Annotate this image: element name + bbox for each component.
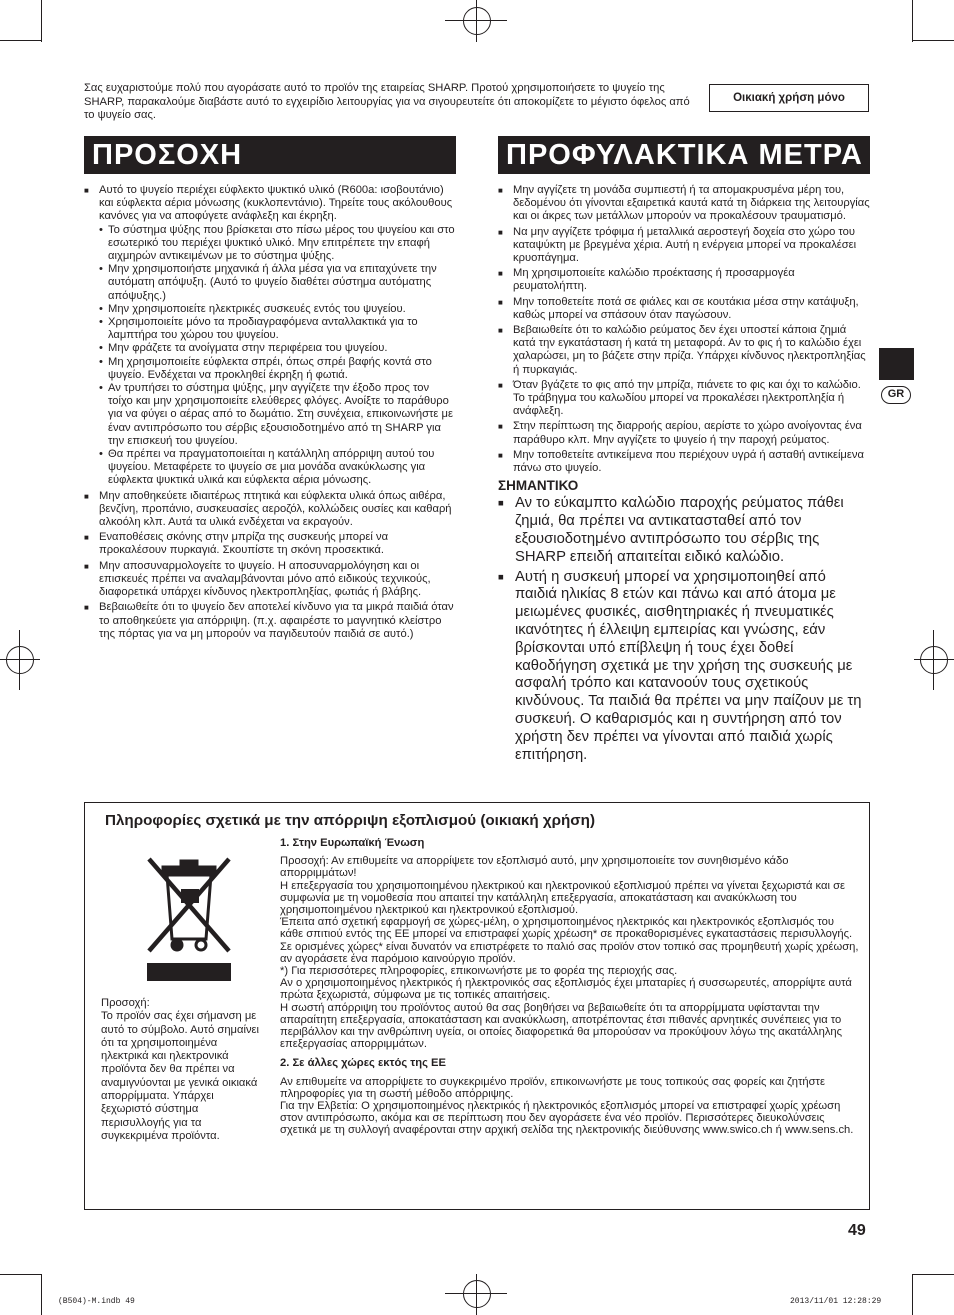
list-item: ■ Βεβαιωθείτε ότι το ψυγείο δεν αποτελεί κίνδυνο για τα μικρά παιδιά όταν το αποθηκεύετε για απόρριψη. (π.χ. αφαιρέστε το μαγνητικό κλείστρο της πόρτας για να μη μπορούν να παγιδευτούν παιδιά σε αυτό.) bbox=[84, 601, 456, 641]
other-countries-text: Αν επιθυμείτε να απορρίψετε το συγκεκριμένο προϊόν, επικοινωνήστε με τους τοπικούς σας φορείς και ζητήστε πληροφορίες για τη σωστή μέθοδο απόρριψης. Για την Ελβετία: Ο χρησιμοποιημένος ηλεκτρικός ή ηλεκτρονικός εξοπλισμός μπορεί να επιστραφεί χωρίς χρέωση στον αντιπρόσωπο, ακόμα και σε περίπτωση που δεν αγοράσετε ένα νέο προϊόν. Περισσότερες διευκολύνσεις σχετικά με τη συλλογή αναφέρονται στην αρχική σελίδα της ηλεκτρονικής διεύθυνσης www.swico.ch ή www.sens.ch. bbox=[280, 1075, 854, 1137]
intro-text: Σας ευχαριστούμε πολύ που αγοράσατε αυτό το προϊόν της εταιρείας SHARP. Προτού χρησιμοποιήσετε το ψυγείο της SHARP, παρακαλούμε διαβάστε αυτό το εγχειρίδιο λειτουργίας για να σιγουρευτείτε ότι αποκομίζετε το μέγιστο όφελος από το ψυγείο σας. bbox=[84, 82, 690, 122]
list-item: • Χρησιμοποιείτε μόνο τα προδιαγραφόμενα ανταλλακτικά για το λαμπτήρα του χώρου του ψυγείου. bbox=[99, 316, 456, 342]
list-item: ■ Στην περίπτωση της διαρροής αερίου, αερίστε το χώρο ανοίγοντας ένα παράθυρο κλπ. Μην αγγίζετε το ψυγείο ή την παροχή ρεύματος. bbox=[498, 420, 870, 446]
list-item: • Μην φράζετε τα ανοίγματα στην περιφέρεια του ψυγείου. bbox=[99, 342, 456, 355]
disposal-details bbox=[280, 837, 860, 1137]
list-item: • Μην χρησιμοποιήστε μηχανικά ή άλλα μέσα για να επιταχύνετε την αυτόματη απόψυξη. (Αυτό το ψυγείο διαθέτει σύστημα αυτόματης απόψυξης.) bbox=[99, 263, 456, 303]
caution-heading: ΠΡΟΣΟΧΗ bbox=[84, 136, 456, 174]
eu-text: Προσοχή: Αν επιθυμείτε να απορρίψετε τον εξοπλισμό αυτό, μην χρησιμοποιείτε τον συνηθισμένο κάδο απορριμμάτων! Η επεξεργασία του χρησιμοποιημένου ηλεκτρικού και ηλεκτρονικού εξοπλισμού πρέπει να γίνεται ξεχωριστά και σε συμφωνία με τη νομοθεσία που απαιτεί την κατάλληλη επεξεργασία, αποκατάσταση και ανακύκλωση του χρησιμοποιημένου ηλεκτρικού και ηλεκτρονικού εξοπλισμού. Έπειτα από σχετική εφαρμογή σε χώρες-μέλη, ο χρησιμοποιημένος ηλεκτρικός και ηλεκτρονικός εξοπλισμός του κάθε σπιτιού εντός της ΕΕ μπορεί να επιστραφεί χωρίς χρέωση* σε προκαθορισμένες εγκαταστάσεις περισυλλογής. Σε ορισμένες χώρες* είναι δυνατόν να επιστρέφετε το παλιό σας προϊόν στον τοπικό σας προμηθευτή χωρίς χρέωση, αν αγοράσετε ένα παρόμοιο καινούργιο προϊόν. *) Για περισσότερες πληροφορίες, επικοινωνήστε με το φορέα της περιοχής σας. Αν ο χρησιμοποιημένος ηλεκτρικός ή ηλεκτρονικός σας εξοπλισμός έχει μπαταρίες ή συσσωρευτές, απορρίψτε αυτά πρώτα ξεχωριστά, σύμφωνα με τις τοπικές απαιτήσεις. Η σωστή απόρριψη του προϊόντος αυτού θα σας βοηθήσει να βεβαιωθείτε ότι τα απορρίμματα υφίστανται την απαραίτητη επεξεργασία, αποκατάσταση και ανακύκλωση, αποτρέποντας έτσι πιθανές αρνητικές συνέπειες για το περιβάλλον και την ανθρώπινη υγεία, οι οποίες διαφορετικά θα μπορούσαν να προκύψουν λόγω της ακατάλληλης επεξεργασίας απορριμμάτων. bbox=[280, 855, 859, 1051]
list-item: • Μην χρησιμοποιείτε ηλεκτρικές συσκευές εντός του ψυγείου. bbox=[99, 303, 456, 316]
list-item: ■ Αυτή η συσκευή μπορεί να χρησιμοποιηθεί από παιδιά ηλικίας 8 ετών και πάνω και από άτομα με μειωμένες φυσικές, αισθητηριακές ή πνευματικές ικανότητες ή έλλειψη εμπειρίας και γνώσης, εάν βρίσκονται υπό επίβλεψη ή τους έχει δοθεί καθοδήγηση σχετικά με την χρήση της συσκευής με ασφαλή τρόπο και κατανοούν τους σχετικούς κινδύνους. Τα παιδιά θα πρέπει να μην παίζουν με τη συσκευή. Ο καθαρισμός και η συντήρηση από τον χρήστη δεν πρέπει να γίνονται από παιδιά χωρίς επιτήρηση. bbox=[498, 569, 870, 765]
language-badge: GR bbox=[881, 386, 911, 404]
list-item: ■ Αν το εύκαμπτο καλώδιο παροχής ρεύματος πάθει ζημιά, θα πρέπει να αντικατασταθεί από τον εξουσιοδοτημένο αντιπρόσωπο του σέρβις της SHARP επειδή απαιτείται ειδικό καλώδιο. bbox=[498, 495, 870, 566]
list-item: ■ Μη χρησιμοποιείτε καλώδιο προέκτασης ή προσαρμογέα ρευματολήπτη. bbox=[498, 267, 870, 293]
list-item: • Μη χρησιμοποιείτε εύφλεκτα σπρέι, όπως σπρέι βαφής κοντά στο ψυγείο. Ενδέχεται να προκληθεί έκρηξη ή φωτιά. bbox=[99, 356, 456, 382]
caution-list bbox=[84, 184, 456, 643]
disposal-info-box bbox=[84, 802, 870, 1210]
list-item: ■ Όταν βγάζετε το φις από την μπρίζα, πιάνετε το φις και όχι το καλώδιο. Το τράβηγμα του καλωδίου μπορεί να προκαλέσει ηλεκτροπληξία ή ανάφλεξη. bbox=[498, 379, 870, 419]
list-item: ■ Εναποθέσεις σκόνης στην μπρίζα της συσκευής μπορεί να προκαλέσουν πυρκαγιά. Σκουπίστε τη σκόνη προσεκτικά. bbox=[84, 531, 456, 557]
list-item: ■ Να μην αγγίζετε τρόφιμα ή μεταλλικά αεροστεγή δοχεία στο χώρο του καταψύκτη με βρεγμένα χέρια. Αυτή η ενέργεια μπορεί να προκαλέσει κρυοπάγημα. bbox=[498, 226, 870, 266]
household-use-badge: Οικιακή χρήση μόνο bbox=[709, 84, 869, 112]
list-item: ■ Μην τοποθετείτε αντικείμενα που περιέχουν υγρά ή ασταθή αντικείμενα πάνω στο ψυγείο. bbox=[498, 449, 870, 475]
important-heading: ΣΗΜΑΝΤΙΚΟ bbox=[498, 478, 579, 494]
footer-timestamp: 2013/11/01 12:28:29 bbox=[790, 1297, 882, 1306]
language-tab bbox=[879, 348, 914, 380]
list-item: ■ Μην τοποθετείτε ποτά σε φιάλες και σε κουτάκια μέσα στην κατάψυξη, καθώς μπορεί να σπάσουν όταν παγώσουν. bbox=[498, 296, 870, 322]
page-number: 49 bbox=[848, 1222, 866, 1239]
disposal-note: Προσοχή: Το προϊόν σας έχει σήμανση με αυτό το σύμβολο. Αυτό σημαίνει ότι τα χρησιμοποιημένα ηλεκτρικά και ηλεκτρονικά προϊόντα δεν θα πρέπει να αναμιγνύονται με γενικά οικιακά απορρίμματα. Υπάρχει ξεχωριστό σύστημα περισυλλογής για τα συγκεκριμένα προϊόντα. bbox=[101, 997, 260, 1142]
list-item: • Το σύστημα ψύξης που βρίσκεται στο πίσω μέρος του ψυγείου και στο εσωτερικό του περιέχει ψυκτικό υλικό. Μην επιτρέπετε την επαφή αιχμηρών αντικειμένων με το σύστημα ψύξης. bbox=[99, 224, 456, 264]
footer-file-info: (B504)-M.indb 49 bbox=[58, 1297, 135, 1306]
list-item: ■ Μην αγγίζετε τη μονάδα συμπιεστή ή τα απομακρυσμένα μέρη του, δεδομένου ότι γίνονται εξαιρετικά καυτά κατά τη διάρκεια της λειτουργίας και οι άκρες των μετάλλων μπορούν να προκαλέσουν τραυματισμό. bbox=[498, 184, 870, 224]
precautions-list bbox=[498, 184, 870, 766]
list-item: ■ Μην αποθηκεύετε ιδιαιτέρως πτητικά και εύφλεκτα υλικά όπως αιθέρα, βενζίνη, προπάνιο, συσκευασίες αερoζόλ, κολλώδεις ουσίες και καθαρή αλκοόλη κλπ. Αυτά τα υλικά ενδέχεται να εκραγούν. bbox=[84, 490, 456, 530]
list-item: ■ Μην αποσυναρμολογείτε το ψυγείο. Η αποσυναρμολόγηση και οι επισκευές πρέπει να αναλαμβάνονται μόνο από ειδικούς τεχνικούς, διαφορετικά υπάρχει κίνδυνος ηλεκτροπληξίας, φωτιάς ή βλάβης. bbox=[84, 560, 456, 600]
other-countries-heading: 2. Σε άλλες χώρες εκτός της ΕΕ bbox=[280, 1057, 446, 1070]
crossed-out-bin-icon bbox=[137, 853, 247, 985]
list-item: ■ Βεβαιωθείτε ότι το καλώδιο ρεύματος δεν έχει υποστεί κάποια ζημιά κατά την εγκατάσταση ή κατά τη μεταφορά. Αν το φις ή το καλώδιο έχει χαλαρώσει, μη το βάζετε στην πρίζα. Υπάρχει κίνδυνος ηλεκτροπληξίας ή πυρκαγιάς. bbox=[498, 324, 870, 377]
eu-heading: 1. Στην Ευρωπαϊκή Ένωση bbox=[280, 837, 425, 849]
caution-item-1: Αυτό το ψυγείο περιέχει εύφλεκτο ψυκτικό υλικό (R600a: ισοβουτάνιο) και εύφλεκτα αέρια μόνωσης (κυκλοπεντάνιο). Τηρείτε τους ακόλουθους κανόνες για να αποφύγετε ανάφλεξη και έκρηξη. bbox=[99, 184, 453, 223]
precautions-heading: ΠΡΟΦΥΛΑΚΤΙΚΑ ΜΕΤΡΑ bbox=[498, 136, 870, 174]
list-item: • Θα πρέπει να πραγματοποιείται η κατάλληλη απόρριψη αυτού του ψυγείου. Μεταφέρετε το ψυγείο σε μια μονάδα ανακύκλωσης για εύφλεκτα ψυκτικά υλικά και εύφλεκτα αέρια μόνωσης. bbox=[99, 448, 456, 488]
list-item bbox=[84, 184, 456, 488]
disposal-title: Πληροφορίες σχετικά με την απόρριψη εξοπλισμού (οικιακή χρήση) bbox=[105, 812, 596, 829]
list-item: • Αν τρυπήσει το σύστημα ψύξης, μην αγγίζετε την έξοδο προς τον τοίχο και μην χρησιμοποιείτε ελεύθερες φλόγες. Ανοίξτε το παράθυρο για να φύγει ο αέρας από το δωμάτιο. Στη συνέχεια, επικοινωνήστε με έναν αντιπρόσωπο του σέρβις εξουσιοδοτημένο από τη SHARP για την επισκευή του ψυγείου. bbox=[99, 382, 456, 448]
